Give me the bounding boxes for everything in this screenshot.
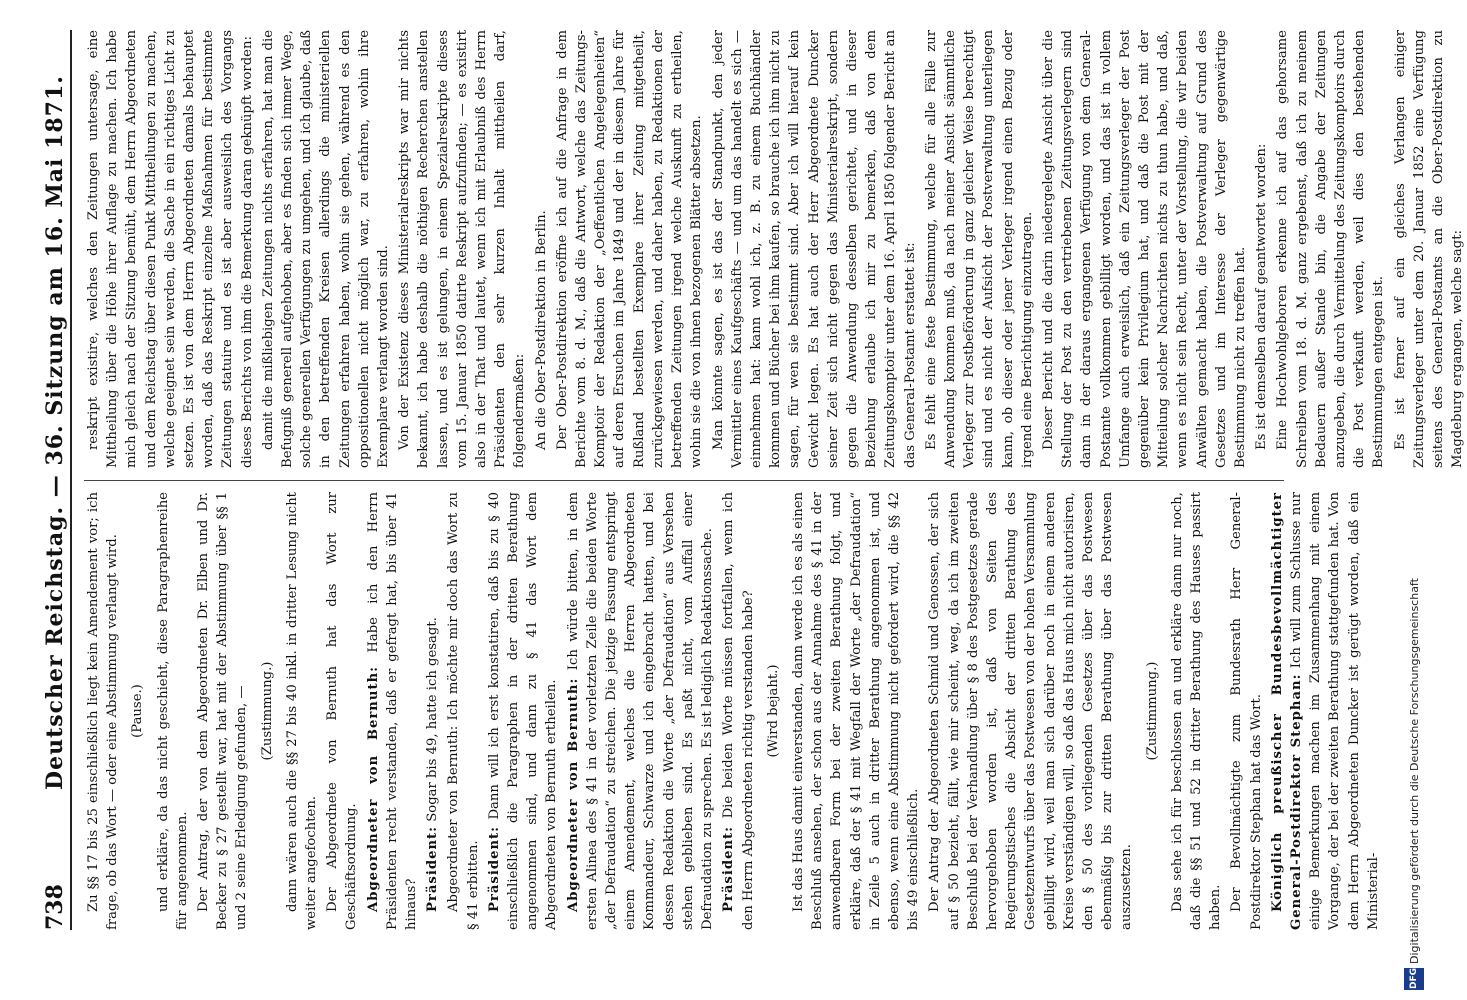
text-paragraph: und erkläre, da das nicht geschieht, diese Paragraphenreihe für angenommen.: [155, 492, 190, 930]
column-divider: [84, 480, 1284, 481]
speech-text: Die beiden Worte müssen fortfallen, wenn ich den Herrn Abgeordneten richtig verstanden habe?: [721, 492, 756, 930]
text-paragraph: An die Ober-Postdirektion in Berlin.: [533, 210, 549, 450]
running-head: Deutscher Reichstag. — 36. Sitzung am 16. Mai 1871.: [42, 75, 68, 790]
speech-text: Sogar bis 49, hatte ich gesagt.: [425, 617, 441, 822]
text-paragraph: Man könnte sagen, es ist das der Standpunkt, den jeder Vermittler eines Kaufgeschäfts — und um das handelt es sich — einnehmen hat: kann wohl ich, z. B. zu einem Buchhändler kommen und Bücher bei ihm kaufen, so brauche ich ihm nicht zu sagen, für wen sie bestimmt sind. Aber ich will hierauf kein Gewicht legen. Es hat auch der Herr Abgeordnete Duncker seiner Zeit sich nicht gegen das Ministerialreskript, sondern gegen die Anwendung desselben gerichtet, und in dieser Beziehung erlaube ich mir zu bemerken, daß von dem Zeitungskomptoir unter dem 16. April 1850 folgender Bericht an das General-Postamt erstattet ist:: [710, 30, 918, 468]
page-number: 738: [42, 884, 68, 930]
speaker-name: Abgeordneter von Bernuth:: [565, 677, 581, 912]
page-header: [40, 30, 72, 930]
speech-paragraph: [564, 492, 718, 930]
text-paragraph: Der Abgeordnete von Bernuth hat das Wort zur Geschäftsordnung.: [325, 492, 360, 930]
text-paragraph: Es fehlt eine feste Bestimmung, welche für alle Fälle zur Anwendung kommen muß, da nach meiner Ansicht sämmtliche Verleger zur Postbeförderung in ganz gleicher Weise berechtigt sind und es nicht der Aufsicht der Postverwaltung unterliegen kann, ob dieser oder jener Verleger irgend einen Bezug oder irgend eine Berichtigung einzutragen.: [923, 30, 1035, 468]
text-paragraph: Der Antrag der Abgeordneten Schmid und Genossen, der sich auf § 50 bezieht, fällt, wie mir scheint, weg, da ich im zweiten Beschluß bei der Verhandlung über § 8 des Postgesetzes gerade hervorgehoben worden ist, daß von Seiten des Regierungstisches die Absicht der dritten Berathung des Gesetzentwurfs über das Postwesen von der hohen Versammlung gebilligt wird, weil man sich darüber noch in einem anderen Kreise verständigen will, so daß das Haus mich nicht autorisiren, den § 50 des vorliegenden Gesetzes über das Postwesen ebenmäßig bis zur dritten Berathung über das Postwesen auszusetzen.: [927, 492, 1135, 930]
stage-direction: (Zustimmung.): [1144, 661, 1160, 761]
speech-text: Dann will ich erst konstatiren, daß bis zu § 40 einschließlich die Paragraphen in der dritten Berathung angenommen sind, und dann zu § 41 das Wort dem Abgeordneten von Bernuth ertheilen.: [486, 492, 560, 930]
speech-paragraph: [423, 492, 442, 930]
text-paragraph: Der Ober-Postdirektion eröffne ich auf die Anfrage in dem Berichte vom 8. d. M., daß die Antwort, welche das Zeitungs-Komptoir der Redaktion der „Oeffentlichen Angelegenheiten“ auf deren Ersuchen im Jahre 1849 und der in diesem Jahre für Rußland bestellten Exemplare ihrer Zeitung mitgetheilt, zurückgewiesen werden, und daher haben, zu Redaktionen der betreffenden Zeitungen irgend welche Auskunft zu ertheilen, wohin sie die von ihnen bezogenen Blätter absetzen.: [554, 30, 705, 468]
speaker-name: Präsident:: [721, 825, 737, 912]
text-paragraph: Es ist ferner auf ein gleiches Verlangen einiger Zeitungsverleger unter dem 20. Januar 1852 eine Verfügung seitens des General-Postamts an die Ober-Postdirektion zu Magdeburg ergangen, welche sagt:: [1392, 30, 1466, 468]
text-paragraph: Das sehe ich für beschlossen an und erkläre dann nur noch, daß die §§ 51 und 52 in dritter Berathung des Hauses passirt haben.: [1169, 492, 1224, 930]
text-paragraph: Abgeordneter von Bernuth: Ich möchte mir doch das Wort zu § 41 erbitten.: [446, 492, 481, 930]
speaker-name: Präsident:: [425, 825, 441, 912]
stage-direction: (Zustimmung.): [259, 661, 275, 761]
left-column: [84, 491, 1381, 930]
text-paragraph: Es ist demselben darauf geantwortet worden:: [1254, 143, 1270, 450]
speech-paragraph: [485, 492, 562, 930]
speech-paragraph: [1268, 492, 1383, 930]
speaker-name: Abgeordneter von Bernuth:: [365, 665, 381, 912]
speech-paragraph: [364, 492, 422, 930]
text-paragraph: dann wären auch die §§ 27 bis 40 inkl. in dritter Lesung nicht weiter angefochten.: [284, 492, 320, 930]
speech-text: Ich will zum Schlusse nur einige Bemerkungen machen im Zusammenhang mit einem Vorgange, der bei der zweiten Berathung stattgefunden hat. Von dem Herrn Abgeordneten Duncker ist gerügt worden, daß ein Ministerial-: [1288, 491, 1381, 930]
speech-paragraph: [719, 492, 757, 930]
text-paragraph: Eine Hochwohlgeboren erkenne ich auf das gehorsame Schreiben vom 18. d. M. ganz ergebenst, daß ich zu meinem Bedauern außer Stande bin, die Angabe der Zeitungen anzugeben, die durch Vermittelung des Zeitungskomptoirs durch die Post verkauft werden, weil dies den bestehenden Bestimmungen entgegen ist.: [1275, 30, 1387, 468]
text-paragraph: reskript existire, welches den Zeitungen untersage, eine Mittheilung über die Höhe ihrer Auflage zu machen. Ich habe mich gleich nach der Sitzung bemüht, dem Herrn Abgeordneten und dem Reichstag über diesen Punkt Mittheilungen zu machen, welche geeignet sein werden, die Sache in ein richtiges Licht zu setzen. Es ist von dem Herrn Abgeordneten damals behauptet worden, daß das Reskript einzelne Maßnahmen für bestimmte Zeitungen statuire und es ist aber ausweislich des Vorgangs dieses Berichts von ihm die Bemerkung daran geknüpft worden:: [86, 30, 255, 468]
text-paragraph: damit die mißliebigen Zeitungen nichts erfahren, hat man die Befugniß generell aufgehoben, aber es finden sich immer Wege, solche generellen Verfügungen zu umgehen, und ich glaube, daß in den betreffenden Kreisen allerdings die ministeriellen Zeitungen erfahren haben, wohin sie gehen, während es den oppositionellen nicht möglich war, zu erfahren, wohin ihre Exemplare verlangt worden sind.: [260, 30, 392, 468]
stage-direction: (Wird bejaht.): [765, 664, 781, 758]
text-paragraph: Von der Existenz dieses Ministerialreskripts war mir nichts bekannt, ich habe deshalb die nöthigen Recherchen anstellen lassen, und es ist gelungen, in einem Spezialreskripte dieses vom 15. Januar 1850 datirte Reskript aufzufinden; — es existirt also in der That und lautet, wenn ich mit Erlaubniß des Herrn Präsidenten den sehr kurzen Inhalt mittheilen darf, folgendermaßen:: [397, 30, 528, 468]
text-paragraph: Der Antrag, der von dem Abgeordneten Dr. Elben und Dr. Becker zu § 27 gestellt war, hat mit der Abstimmung über §§ 1 und 2 seine Erledigung gefunden, —: [196, 492, 250, 930]
speaker-name: Präsident:: [486, 825, 502, 912]
dfg-logo: DFG: [1404, 968, 1424, 990]
speaker-name: Königlich preußischer Bundesbevollmächtigter General-Postdirektor Stephan:: [1269, 492, 1304, 930]
speech-text: Ich würde bitten, in dem ersten Alinea des § 41 in der vorletzten Zeile die beiden Worte „der Defraudation“ zu streichen. Die jetzige Fassung entspringt einem Amendement, welches die Herren Abgeordneten Kommandeur, Schwarze und ich eingebracht hatten, und bei dessen Redaktion die Worte „der Defraudation“ aus Versehen stehen geblieben sind. Es paßt nicht, vom Auffall einer Defraudation zu sprechen. Es ist lediglich Redaktionssache.: [565, 492, 716, 930]
speech-text: Habe ich den Herrn Präsidenten recht verstanden, daß er gefragt hat, bis über 41 hinaus?: [365, 492, 420, 930]
text-paragraph: Zu §§ 17 bis 25 einschließlich liegt kein Amendement vor; ich frage, ob das Wort — oder eine Abstimmung verlangt wird.: [86, 492, 121, 930]
text-paragraph: Der Bevollmächtigte zum Bundesrath Herr General-Postdirektor Stephan hat das Wort.: [1229, 492, 1264, 930]
right-column: [84, 30, 1466, 468]
digitization-credit: Digitalisierung gefördert durch die Deutsche Forschungsgemeinschaft: [1408, 578, 1421, 964]
text-paragraph: Dieser Bericht und die darin niedergelegte Ansicht über die Stellung der Post zu den vertriebenen Zeitungsverlegern sind dann in der daraus ergangenen Verfügung von dem General-Postamte vollkommen gebilligt worden, und das ist in vollem Umfange auch erweislich, daß ein Zeitungsverleger der Post gegenüber kein Privilegium hat, und daß die Post mit der Mitteilung solcher Nachrichten nichts zu thun habe, und daß, wenn es nicht sein Recht, unter der Vorstellung, die wir beiden Anwälten gemacht haben, die Postverwaltung auf Grund des Gesetzes und im Interesse der Verleger gegenwärtige Bestimmung nicht zu treffen hat.: [1040, 30, 1248, 468]
stage-direction: (Pause.): [130, 684, 146, 738]
text-paragraph: Ist das Haus damit einverstanden, dann werde ich es als einen Beschluß ansehen, der schon aus der Annahme des § 41 in der anwendbaren Form bei der zweiten Berathung folgt, und erkläre, daß der § 41 mit Wegfall der Worte „der Defraudation“ in Zeile 5 auch in dritter Berathung angenommen ist, und ebenso, wenn eine Abstimmung nicht gefordert wird, die §§ 42 bis 49 einschließlich.: [790, 492, 922, 930]
